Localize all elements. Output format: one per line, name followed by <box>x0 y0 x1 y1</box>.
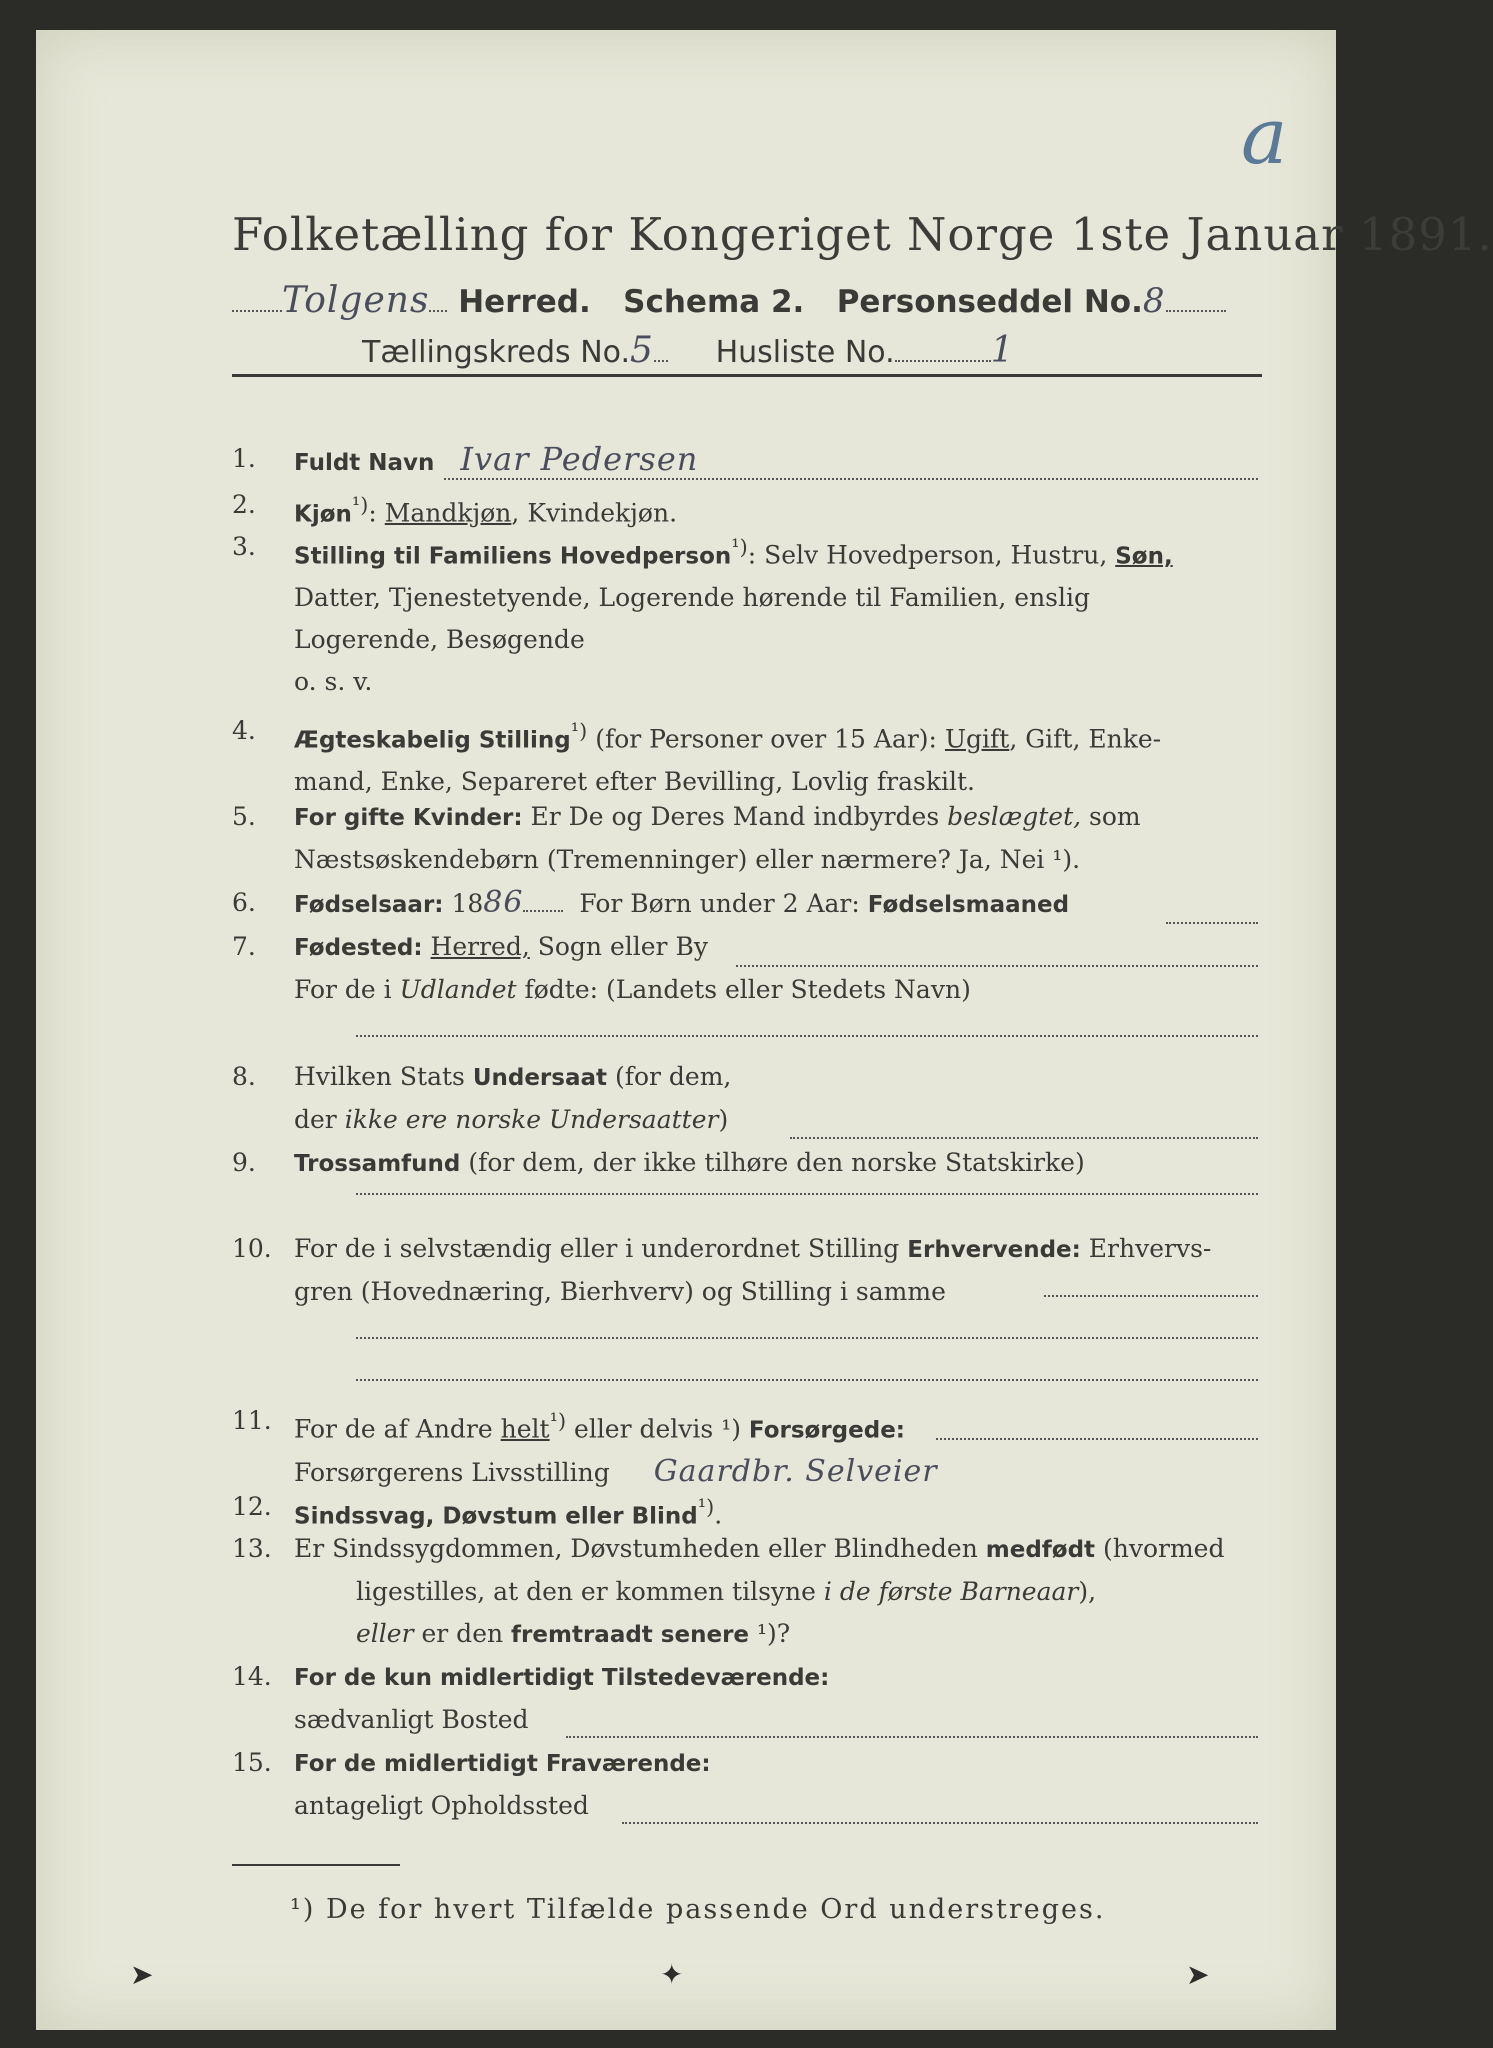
citizenship-text-3: der <box>294 1105 345 1134</box>
congenital-text-1: Er Sindssygdommen, Døvstumheden eller Blindheden <box>294 1534 986 1563</box>
birthplace-abroad-text-2: fødte: (Landets eller Stedets Navn) <box>516 975 971 1004</box>
census-form-sheet <box>36 30 1493 2030</box>
item-number: 1. <box>232 444 256 473</box>
supported-label: Forsørgede: <box>748 1417 906 1444</box>
citizenship-text-2: (for dem, <box>607 1062 732 1091</box>
temporary-absent-label: For de midlertidigt Fraværende: <box>294 1751 711 1777</box>
corner-annotation: a <box>1241 92 1288 182</box>
sex-colon: : <box>368 498 385 528</box>
marital-status-text-1: (for Personer over 15 Aar): <box>587 724 945 754</box>
item-number: 4. <box>232 716 256 745</box>
item-number: 14. <box>232 1662 272 1691</box>
family-position-selected: Søn, <box>1115 543 1173 570</box>
probable-residence-label: antageligt Opholdssted <box>294 1791 589 1820</box>
congenital-label: medfødt <box>985 1537 1096 1563</box>
item-number: 15. <box>232 1748 272 1777</box>
usual-residence-dotted-line <box>566 1735 1258 1738</box>
married-women-text-3: Næstsøskendebørn (Tremenninger) eller nærmere? Ja, Nei ¹). <box>294 845 1081 874</box>
field-3-family-position <box>232 526 1262 706</box>
congenital-later-label: fremtraadt senere <box>511 1622 750 1648</box>
citizenship-dotted-line <box>790 1136 1258 1139</box>
citizenship-text-4: ) <box>718 1105 729 1134</box>
birth-year-prefix: 18 <box>451 889 484 918</box>
header-line-herred <box>232 280 1262 330</box>
marital-status-selected: Ugift <box>944 724 1010 754</box>
birthplace-options: Sogn eller By <box>529 932 708 961</box>
birthplace-selected: Herred, <box>430 932 530 961</box>
birthplace-dotted-line <box>736 964 1258 967</box>
supported-text-2: eller delvis ¹) <box>566 1414 749 1444</box>
footnote-ref: ¹) <box>570 719 588 743</box>
footnote-ref: ¹) <box>549 1409 567 1433</box>
registration-mark-left-icon: ➤ <box>130 1958 154 1991</box>
header-divider <box>232 374 1262 377</box>
congenital-text-6: ¹)? <box>749 1619 791 1648</box>
footnote-ref: ¹) <box>697 1495 715 1519</box>
birthplace-label: Fødested: <box>294 935 423 961</box>
occupation-dotted-line-1 <box>1044 1294 1258 1297</box>
form-title: Folketælling for Kongeriget Norge 1ste Januar 1891. <box>232 208 1493 261</box>
occupation-label: Erhvervende: <box>907 1237 1081 1263</box>
schema-label: Schema 2. <box>623 284 805 320</box>
birth-month-text: For Børn under 2 Aar: <box>579 889 868 918</box>
marital-status-label: Ægteskabelig Stilling <box>294 727 571 754</box>
congenital-text-5: er den <box>413 1619 512 1648</box>
married-women-text-2: som <box>1081 802 1141 831</box>
marital-status-text-2: , Gift, Enke- <box>1009 724 1162 754</box>
registration-mark-center-icon: ✦ <box>660 1958 684 1991</box>
occupation-text-2: Erhvervs- <box>1080 1234 1212 1263</box>
taellingskreds-number: 5 <box>630 330 654 371</box>
taellingskreds-label: Tællingskreds No. <box>362 335 630 370</box>
herred-label: Herred. <box>458 284 591 320</box>
birthplace-abroad-italic: Udlandet <box>399 975 517 1004</box>
congenital-italic: i de første Barneaar <box>823 1577 1079 1606</box>
birth-month-label: Fødselsmaaned <box>867 892 1070 918</box>
supported-selected: helt <box>500 1414 550 1444</box>
marital-status-text-3: mand, Enke, Separeret efter Bevilling, Lovlig fraskilt. <box>294 767 975 797</box>
item-number: 2. <box>232 490 256 519</box>
full-name-label: Fuldt Navn <box>294 450 435 476</box>
full-name-value: Ivar Pedersen <box>460 440 699 478</box>
citizenship-italic: ikke ere norske Undersaatter <box>344 1105 719 1134</box>
birth-month-dotted-line <box>1166 921 1258 924</box>
religion-dotted-line <box>356 1192 1258 1195</box>
registration-mark-right-icon: ➤ <box>1186 1958 1210 1991</box>
item-number: 6. <box>232 888 256 917</box>
personseddel-label: Personseddel No. <box>836 284 1143 320</box>
herred-name-value: Tolgens <box>282 280 430 321</box>
item-number: 12. <box>232 1492 272 1521</box>
birthplace-abroad-text-1: For de i <box>294 975 400 1004</box>
occupation-text-1: For de i selvstændig eller i underordnet Stilling <box>294 1234 908 1263</box>
birth-year-value: 86 <box>483 885 524 920</box>
husliste-label: Husliste No. <box>715 335 895 370</box>
religion-text: (for dem, der ikke tilhøre den norske Statskirke) <box>460 1148 1085 1177</box>
footnote-divider <box>232 1864 400 1866</box>
married-women-related: beslægtet, <box>947 802 1082 831</box>
citizenship-label: Undersaat <box>472 1065 607 1091</box>
family-position-options-4: o. s. v. <box>294 667 373 697</box>
congenital-text-3: ligestilles, at den er kommen tilsyne <box>356 1577 824 1606</box>
item-number: 5. <box>232 802 256 831</box>
family-position-label: Stilling til Familiens Hovedperson <box>294 543 732 570</box>
footnote-ref: ¹) <box>731 535 748 559</box>
supported-text-1: For de af Andre <box>294 1414 501 1444</box>
item-number: 11. <box>232 1406 272 1435</box>
sex-option-female: , Kvindekjøn. <box>511 498 678 528</box>
supporter-occupation-label: Forsørgerens Livsstilling <box>294 1458 610 1488</box>
congenital-text-2: (hvormed <box>1095 1534 1225 1563</box>
birthplace-abroad-dotted-line <box>356 1034 1258 1037</box>
disability-label: Sindssvag, Døvstum eller Blind <box>294 1503 698 1530</box>
header-line-kreds <box>362 330 1262 380</box>
occupation-dotted-line-2 <box>356 1336 1258 1339</box>
disability-period: . <box>714 1500 723 1530</box>
married-women-text-1: Er De og Deres Mand indbyrdes <box>522 802 948 831</box>
congenital-italic-2: eller <box>356 1619 414 1648</box>
sex-option-male: Mandkjøn <box>384 498 512 528</box>
item-number: 8. <box>232 1062 256 1091</box>
item-number: 7. <box>232 932 256 961</box>
item-number: 10. <box>232 1234 272 1263</box>
supporter-occupation-value: Gaardbr. Selveier <box>653 1454 938 1490</box>
citizenship-text-1: Hvilken Stats <box>294 1062 473 1091</box>
personseddel-number: 8 <box>1142 281 1166 321</box>
sex-label: Kjøn <box>294 501 352 528</box>
full-name-dotted-line <box>444 477 1258 480</box>
congenital-text-4: ), <box>1078 1577 1097 1606</box>
birth-year-label: Fødselsaar: <box>294 892 444 918</box>
footnote-ref: ¹) <box>351 493 369 517</box>
item-number: 3. <box>232 532 256 561</box>
item-number: 13. <box>232 1534 272 1563</box>
supported-dotted-line <box>936 1437 1258 1440</box>
footnote: ¹) De for hvert Tilfælde passende Ord understreges. <box>290 1894 1106 1925</box>
temporary-present-label: For de kun midlertidigt Tilstedeværende: <box>294 1665 830 1691</box>
family-position-options-1: : Selv Hovedperson, Hustru, <box>747 540 1116 570</box>
family-position-options-3: Logerende, Besøgende <box>294 625 585 655</box>
usual-residence-label: sædvanligt Bosted <box>294 1705 529 1734</box>
family-position-options-2: Datter, Tjenestetyende, Logerende hørende til Familien, enslig <box>294 583 1091 613</box>
religion-label: Trossamfund <box>294 1151 461 1177</box>
married-women-label: For gifte Kvinder: <box>294 805 523 831</box>
occupation-dotted-line-3 <box>356 1378 1258 1381</box>
occupation-text-3: gren (Hovednæring, Bierhverv) og Stilling i samme <box>294 1277 946 1306</box>
item-number: 9. <box>232 1148 256 1177</box>
husliste-number: 1 <box>990 330 1015 371</box>
probable-residence-dotted-line <box>622 1821 1258 1824</box>
